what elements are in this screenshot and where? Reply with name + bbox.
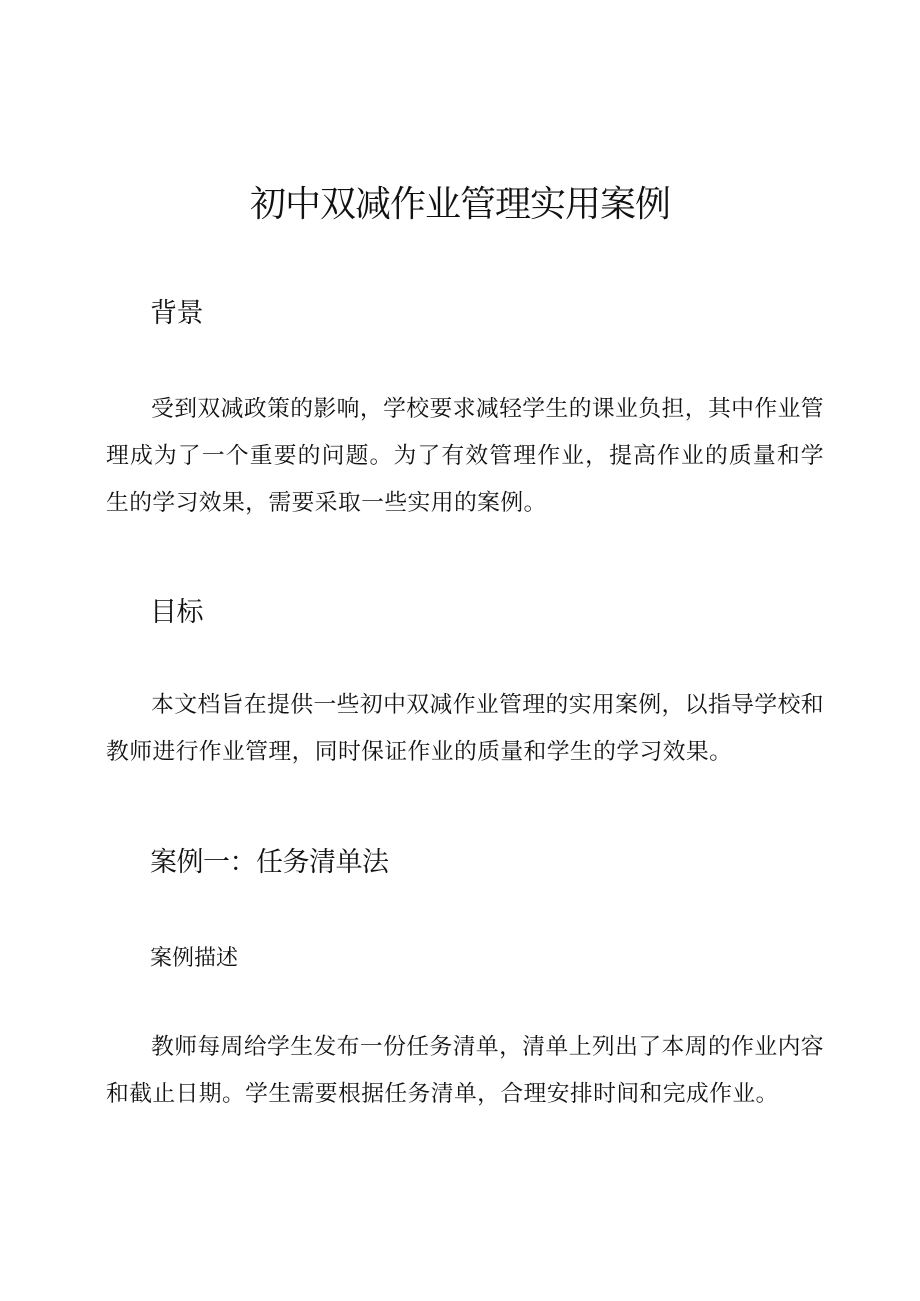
case-one-subheading: 案例描述 [150,946,239,971]
section-heading-goal: 目标 [150,597,203,628]
background-paragraph: 受到双减政策的影响，学校要求减轻学生的课业负担，其中作业管理成为了一个重要的问题。为了有效管理作业，提高作业的质量和学生的学习效果，需要采取一些实用的案例。 [106,396,824,516]
section-heading-background: 背景 [150,298,203,329]
goal-paragraph: 本文档旨在提供一些初中双减作业管理的实用案例，以指导学校和教师进行作业管理，同时保证作业的质量和学生的学习效果。 [106,692,824,765]
document-title: 初中双减作业管理实用案例 [249,184,670,225]
case-one-paragraph: 教师每周给学生发布一份任务清单，清单上列出了本周的作业内容和截止日期。学生需要根据任务清单，合理安排时间和完成作业。 [106,1034,824,1107]
section-heading-case-one: 案例一：任务清单法 [150,847,389,878]
